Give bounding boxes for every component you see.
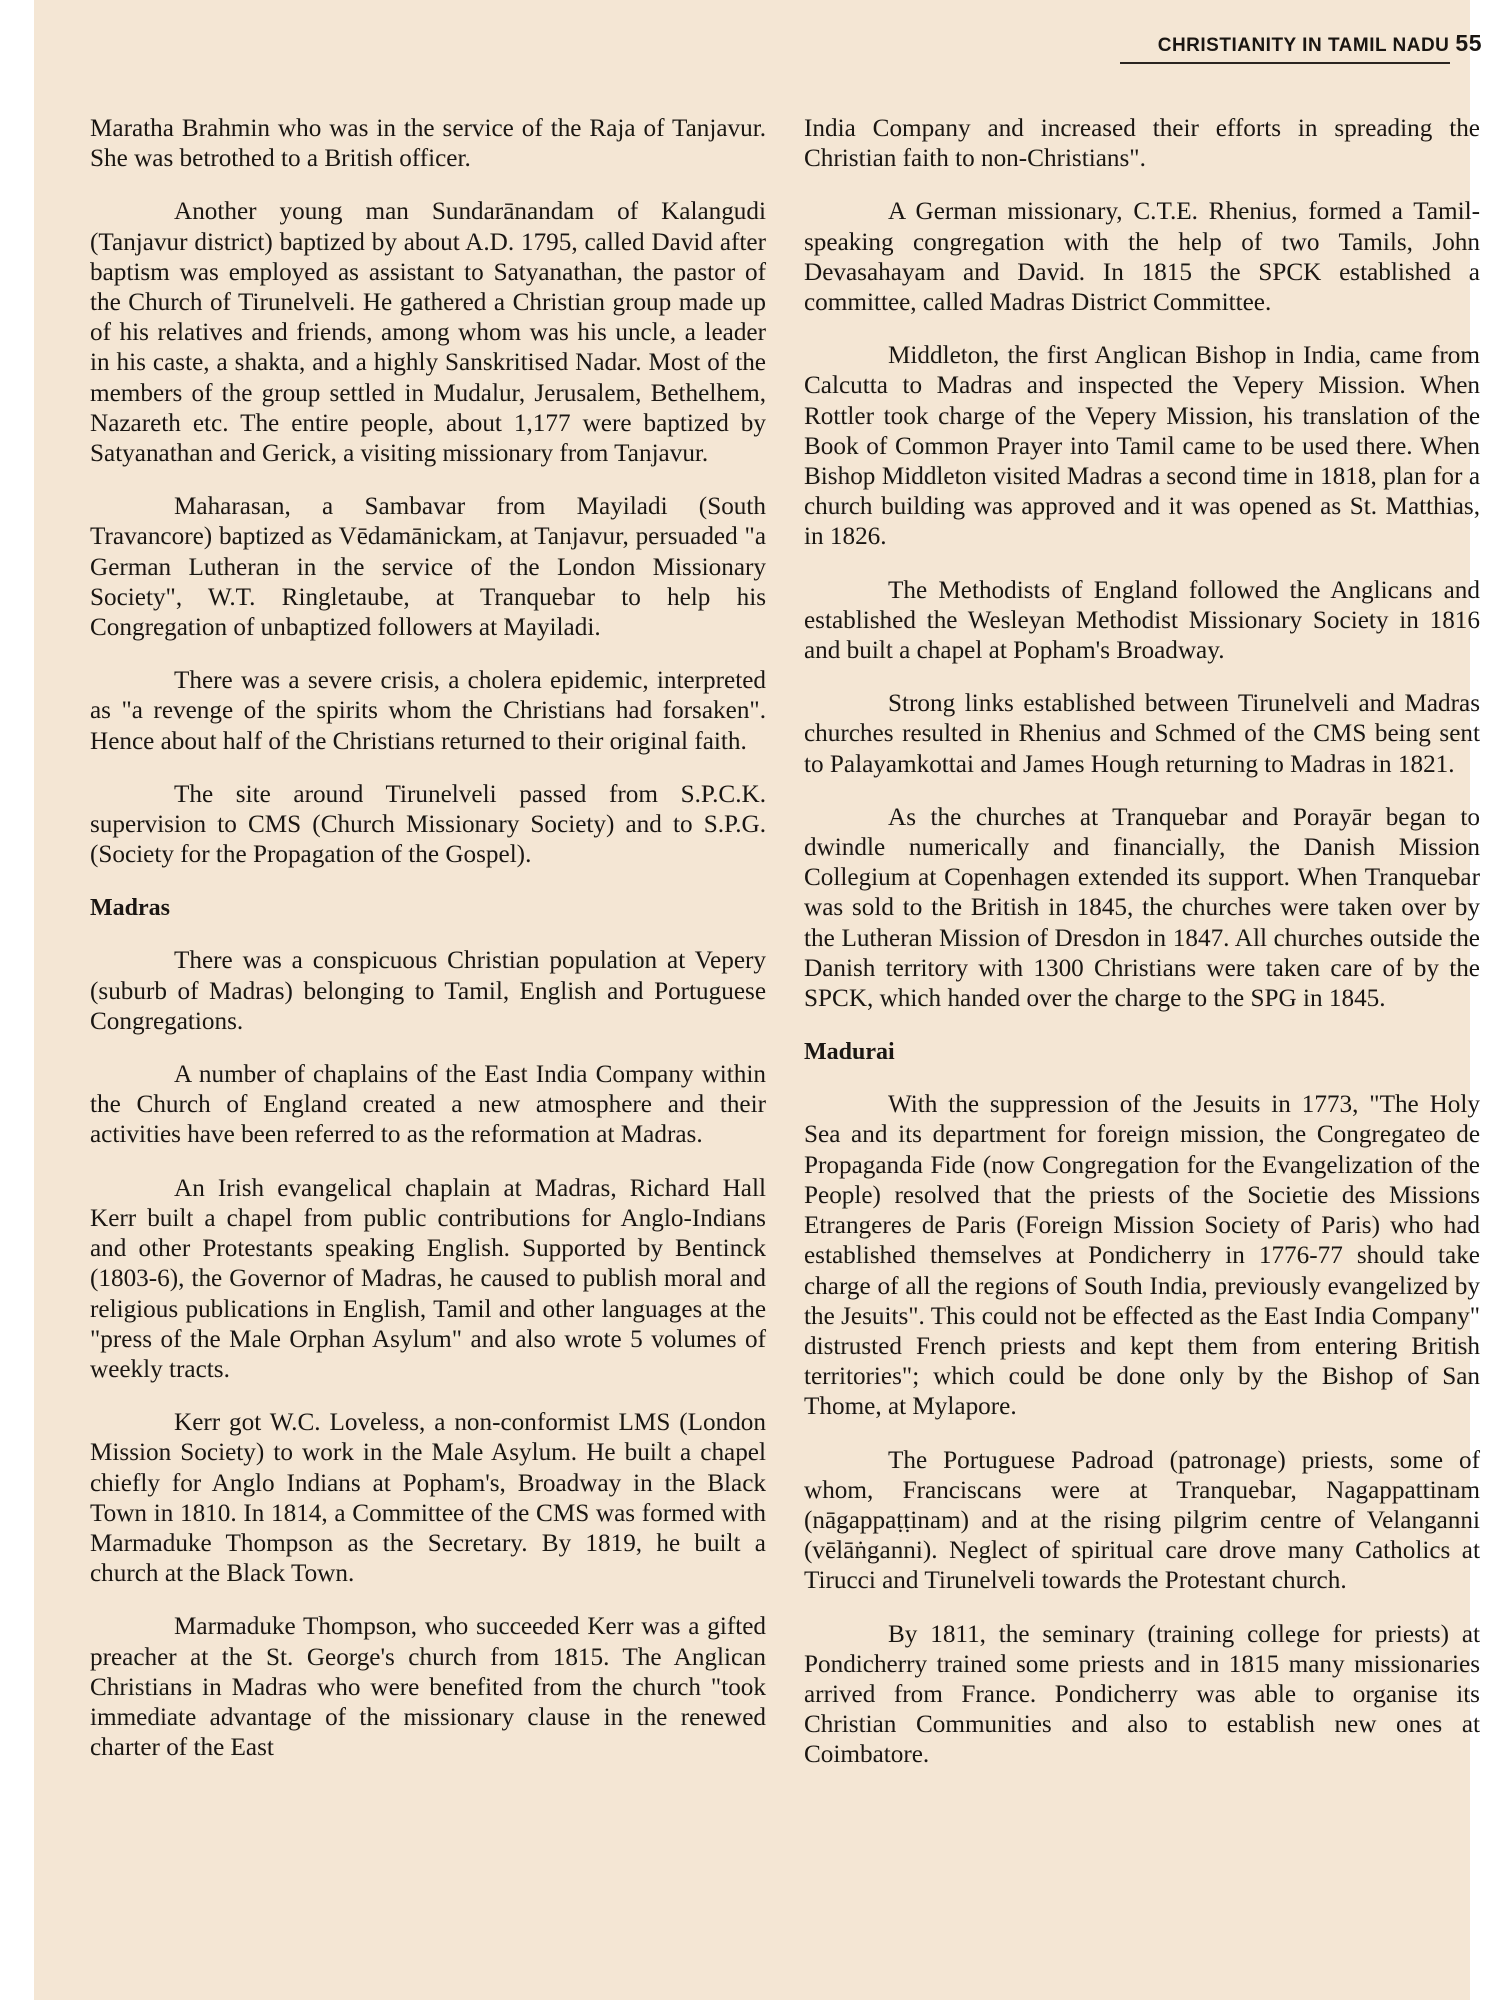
paragraph: Another young man Sundarānandam of Kalangudi (Tanjavur district) baptized by about A.D. 1795, called David after baptism was employed as assistant to Satyanathan, the pastor of the Church of Tirunelveli. He gathered a Christian group made up of his relatives and friends, among whom was his uncle, a leader in his caste, a shakta, and a highly Sanskritised Nadar. Most of the members of the group settled in Mudalur, Jerusalem, Bethelhem, Nazareth etc. The entire people, about 1,177 were baptized by Satyanathan and Gerick, a visiting missionary from Tanjavur. <box>90 198 766 468</box>
running-title: CHRISTIANITY IN TAMIL NADU <box>1157 35 1450 56</box>
paragraph: There was a severe crisis, a cholera epidemic, interpreted as "a revenge of the spirits whom the Christians had forsaken". Hence about half of the Christians returned to their original faith. <box>90 667 766 755</box>
paragraph: The site around Tirunelveli passed from S.P.C.K. supervision to CMS (Church Missionary Society) and to S.P.G. (Society for the Propagation of the Gospel). <box>90 780 766 869</box>
paragraph: A number of chaplains of the East India Company within the Church of England created a new atmosphere and their activities have been referred to as the reformation at Madras. <box>90 1061 766 1149</box>
paragraph: The Methodists of England followed the Anglicans and established the Wesleyan Methodist Missionary Society in 1816 and built a chapel at Popham's Broadway. <box>804 576 1480 665</box>
paragraph: As the churches at Tranquebar and Porayār began to dwindle numerically and financially, the Danish Mission Collegium at Copenhagen extended its support. When Tranquebar was sold to the British in 1845, the churches were taken over by the Lutheran Mission of Dresdon in 1847. All churches outside the Danish territory with 1300 Christians were taken care of by the SPCK, which handed over the charge to the SPG in 1845. <box>804 803 1480 1013</box>
paragraph: There was a conspicuous Christian population at Vepery (suburb of Madras) belonging to Tamil, English and Portuguese Congregations. <box>90 947 766 1035</box>
paragraph: By 1811, the seminary (training college for priests) at Pondicherry trained some priests and in 1815 many missionaries arrived from France. Pondicherry was able to organise its Christian Communities and also to establish new ones at Coimbatore. <box>804 1620 1480 1769</box>
left-column <box>90 114 766 1786</box>
paragraph: Kerr got W.C. Loveless, a non-conformist LMS (London Mission Society) to work in the Male Asylum. He built a chapel chiefly for Anglo Indians at Popham's, Broadway in the Black Town in 1810. In 1814, a Committee of the CMS was formed with Marmaduke Thompson as the Secretary. By 1819, he built a church at the Black Town. <box>90 1409 766 1588</box>
page-number: 55 <box>1455 30 1482 56</box>
paragraph: The Portuguese Padroad (patronage) priests, some of whom, Franciscans were at Tranquebar, Nagappattinam (nāgappaṭṭinam) and at the rising pilgrim centre of Velanganni (vēlāṅganni). Neglect of spiritual care drove many Catholics at Tirucci and Tirunelveli towards the Protestant church. <box>804 1446 1480 1595</box>
book-page <box>34 0 1482 2000</box>
paragraph: Maharasan, a Sambavar from Mayiladi (South Travancore) baptized as Vēdamānickam, at Tanjavur, persuaded "a German Lutheran in the service of the London Missionary Society", W.T. Ringletaube, at Tranquebar to help his Congregation of unbaptized followers at Mayiladi. <box>90 493 766 642</box>
right-column <box>804 114 1480 1794</box>
paragraph: With the suppression of the Jesuits in 1773, "The Holy Sea and its department for foreign mission, the Congregateo de Propaganda Fide (now Congregation for the Evangelization of the People) resolved that the priests of the Societie des Missions Etrangeres de Paris (Foreign Mission Society of Paris) who had established themselves at Pondicherry in 1776-77 should take charge of all the regions of South India, previously evangelized by the Jesuits". This could not be effected as the East India Company" distrusted French priests and kept them from entering British territories"; which could be done only by the Bishop of San Thome, at Mylapore. <box>804 1091 1480 1421</box>
running-header <box>1120 30 1482 60</box>
paragraph: Maratha Brahmin who was in the service of the Raja of Tanjavur. She was betrothed to a British officer. <box>90 115 766 173</box>
section-heading-madras: Madras <box>90 895 170 922</box>
paragraph: An Irish evangelical chaplain at Madras, Richard Hall Kerr built a chapel from public contributions for Anglo-Indians and other Protestants speaking English. Supported by Bentinck (1803-6), the Governor of Madras, he caused to publish moral and religious publications in English, Tamil and other languages at the "press of the Male Orphan Asylum" and also wrote 5 volumes of weekly tracts. <box>90 1174 766 1383</box>
paragraph: Strong links established between Tirunelveli and Madras churches resulted in Rhenius and Schmed of the CMS being sent to Palayamkottai and James Hough returning to Madras in 1821. <box>804 690 1480 778</box>
paragraph: A German missionary, C.T.E. Rhenius, formed a Tamil-speaking congregation with the help of two Tamils, John Devasahayam and David. In 1815 the SPCK established a committee, called Madras District Committee. <box>804 198 1480 317</box>
section-heading-madurai: Madurai <box>804 1039 895 1066</box>
paragraph: Marmaduke Thompson, who succeeded Kerr was a gifted preacher at the St. George's church from 1815. The Anglican Christians in Madras who were benefited from the church "took immediate advantage of the missionary clause in the renewed charter of the East <box>90 1613 766 1762</box>
header-rule <box>1120 62 1450 64</box>
paragraph: Middleton, the first Anglican Bishop in India, came from Calcutta to Madras and inspected the Vepery Mission. When Rottler took charge of the Vepery Mission, his translation of the Book of Common Prayer into Tamil came to be used there. When Bishop Middleton visited Madras a second time in 1818, plan for a church building was approved and it was opened as St. Matthias, in 1826. <box>804 342 1480 551</box>
paragraph: India Company and increased their efforts in spreading the Christian faith to non-Christians". <box>804 115 1480 173</box>
